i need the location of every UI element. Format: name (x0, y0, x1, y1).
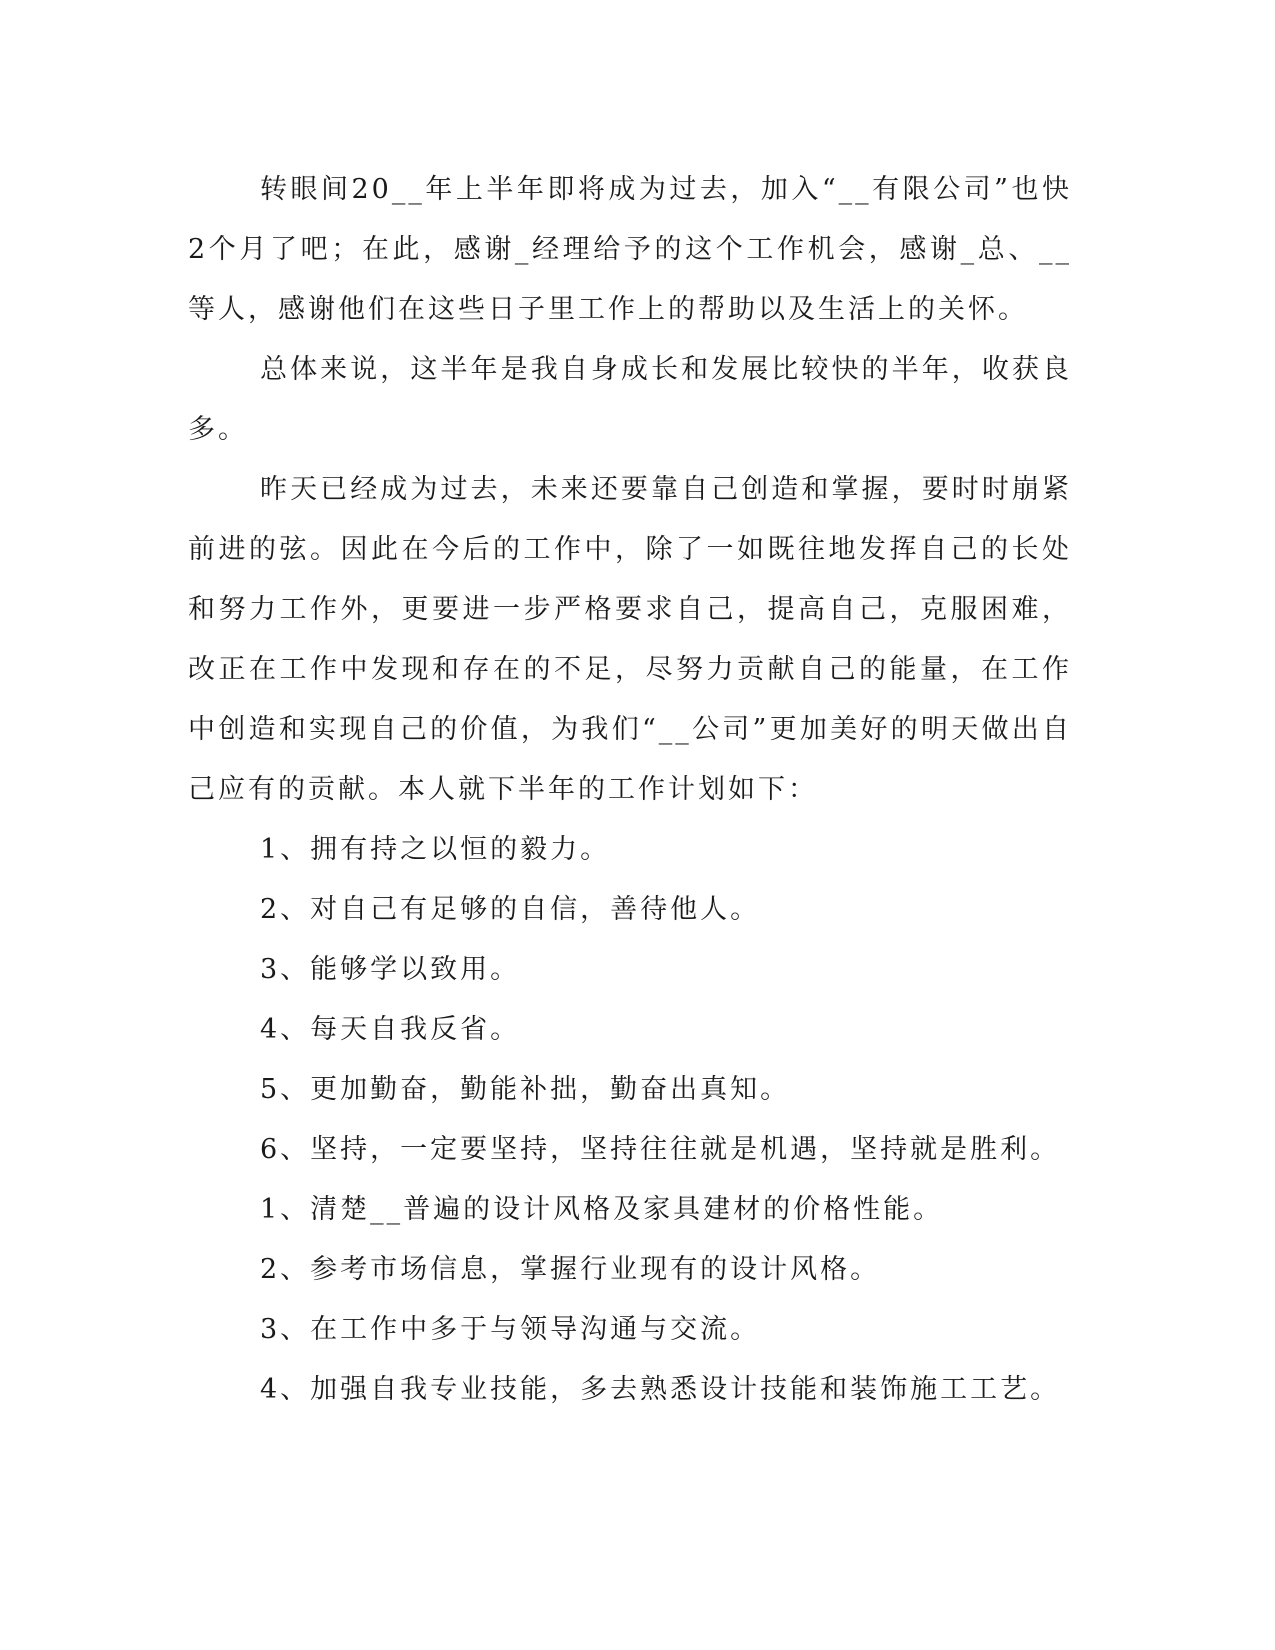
paragraph-intro: 转眼间20__年上半年即将成为过去，加入“__有限公司”也快2个月了吧；在此，感谢_经理给予的这个工作机会，感谢_总、__等人，感谢他们在这些日子里工作上的帮助以及生活上的关怀。 (188, 174, 1072, 325)
list-item: 2、参考市场信息，掌握行业现有的设计风格。 (260, 1254, 881, 1285)
list-item: 6、坚持，一定要坚持，坚持往往就是机遇，坚持就是胜利。 (260, 1134, 1061, 1165)
document-body (188, 160, 1072, 1420)
list-item: 4、加强自我专业技能，多去熟悉设计技能和装饰施工工艺。 (260, 1374, 1061, 1405)
list-item: 5、更加勤奋，勤能补拙，勤奋出真知。 (260, 1074, 791, 1105)
work-list (188, 1180, 1072, 1420)
list-item: 1、拥有持之以恒的毅力。 (260, 834, 611, 865)
list-item: 3、能够学以致用。 (260, 954, 521, 985)
plan-list (188, 820, 1072, 1180)
paragraph-plan: 昨天已经成为过去，未来还要靠自己创造和掌握，要时时崩紧前进的弦。因此在今后的工作中，除了一如既往地发挥自己的长处和努力工作外，更要进一步严格要求自己，提高自己，克服困难，改正在工作中发现和存在的不足，尽努力贡献自己的能量，在工作中创造和实现自己的价值，为我们“__公司”更加美好的明天做出自己应有的贡献。本人就下半年的工作计划如下： (188, 474, 1072, 805)
paragraph-summary: 总体来说，这半年是我自身成长和发展比较快的半年，收获良多。 (188, 354, 1072, 445)
list-item: 2、对自己有足够的自信，善待他人。 (260, 894, 761, 925)
list-item: 1、清楚__普遍的设计风格及家具建材的价格性能。 (260, 1194, 944, 1225)
list-item: 4、每天自我反省。 (260, 1014, 521, 1045)
list-item: 3、在工作中多于与领导沟通与交流。 (260, 1314, 761, 1345)
